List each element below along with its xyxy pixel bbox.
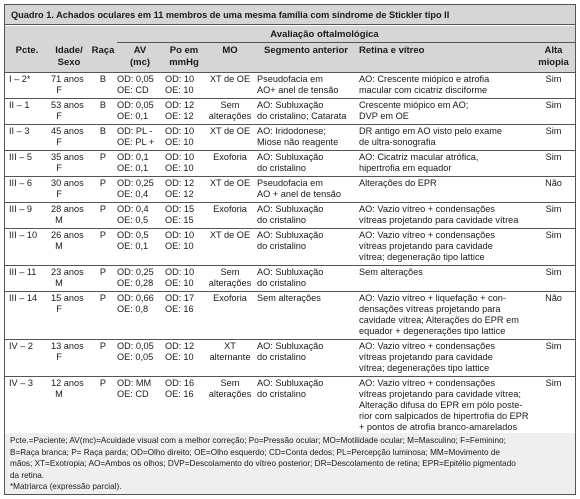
cell-retina: AO: Crescente miópico e atrofia xyxy=(359,74,490,84)
cell-retina: rior com salpicados de hipertrofia do EPR xyxy=(359,411,529,421)
cell-av: OE: 0,8 xyxy=(117,304,149,314)
cell-retina: AO: Vazio vítreo + liquefação + con- xyxy=(359,293,506,303)
cell-av: OD: 0,05 xyxy=(117,341,154,351)
header-segmento: Segmento anterior xyxy=(264,45,348,56)
cell-idade: 23 anos xyxy=(51,267,84,277)
header-mo: MO xyxy=(222,45,238,56)
cell-mo: Sem xyxy=(220,378,240,388)
cell-idade: 30 anos xyxy=(51,178,84,188)
table-row xyxy=(5,229,575,266)
cell-alta-miopia: Sim xyxy=(545,267,562,277)
cell-segmento: Miose não reagente xyxy=(257,137,339,147)
cell-mo: XT de OE xyxy=(209,126,251,136)
cell-retina: de ultra-sonografia xyxy=(359,137,436,147)
cell-segmento: AO+ anel de tensão xyxy=(257,85,339,95)
cell-av: OD: 0,25 xyxy=(117,178,154,188)
cell-retina: AO: Cicatriz macular atrófica, xyxy=(359,152,479,162)
cell-po: OE: 16 xyxy=(165,389,194,399)
cell-raca: P xyxy=(99,293,107,303)
cell-segmento: do cristalino; Catarata xyxy=(257,111,347,121)
footnote-line: mãos; XT=Exotropia; AO=Ambos os olhos; DVP=Descolamento do vítreo posterior; DR=Descolamento de retina; EPR=Epitélio pigmentado xyxy=(10,459,516,468)
cell-alta-miopia: Sim xyxy=(545,230,562,240)
cell-mo: Exoforia xyxy=(213,293,247,303)
cell-mo: XT xyxy=(224,341,236,351)
table-title: Quadro 1. Achados oculares em 11 membros de uma mesma família com síndrome de Stickler tipo II xyxy=(5,5,575,25)
cell-po: OD: 16 xyxy=(165,378,195,388)
cell-retina: vítrea; degenerações tipo lattice xyxy=(359,363,490,373)
table-row xyxy=(5,99,575,125)
cell-po: OD: 15 xyxy=(165,204,195,214)
cell-mo: Sem xyxy=(220,267,240,277)
cell-pcte: III – 6 xyxy=(9,178,32,188)
cell-segmento: AO: Subluxação xyxy=(257,152,324,162)
cell-pcte: III – 5 xyxy=(9,152,32,162)
cell-retina: AO: Vazio vítreo + condensações xyxy=(359,378,495,388)
cell-segmento: AO + anel de tensão xyxy=(257,189,342,199)
table-row xyxy=(5,151,575,177)
cell-segmento: Pseudofacia em xyxy=(257,178,323,188)
cell-idade: 71 anos xyxy=(51,74,84,84)
cell-idade: 45 anos xyxy=(51,126,84,136)
cell-av: OE: 0,4 xyxy=(117,189,149,199)
table-row xyxy=(5,125,575,151)
cell-sexo: F xyxy=(56,111,62,121)
table-header xyxy=(5,26,575,73)
cell-alta-miopia: Não xyxy=(545,178,562,188)
cell-av: OD: 0,25 xyxy=(117,267,154,277)
footnote xyxy=(5,433,575,494)
cell-av: OD: 0,1 xyxy=(117,152,149,162)
cell-raca: P xyxy=(99,267,107,277)
cell-segmento: do cristalino xyxy=(257,241,307,251)
cell-alta-miopia: Sim xyxy=(545,74,562,84)
cell-sexo: M xyxy=(55,215,63,225)
cell-idade: 35 anos xyxy=(51,152,84,162)
cell-retina: hipertrofia em equador xyxy=(359,163,452,173)
header-po-unit: mmHg xyxy=(169,57,199,68)
cell-idade: 15 anos xyxy=(51,293,84,303)
cell-raca: P xyxy=(99,178,107,188)
cell-mo: XT de OE xyxy=(209,230,251,240)
cell-alta-miopia: Sim xyxy=(545,152,562,162)
cell-pcte: IV – 2 xyxy=(9,341,34,351)
cell-po: OE: 12 xyxy=(165,111,194,121)
cell-alta-miopia: Sim xyxy=(545,378,562,388)
cell-segmento: AO: Subluxação xyxy=(257,378,324,388)
cell-sexo: F xyxy=(56,189,62,199)
cell-segmento: AO: Iridodonese; xyxy=(257,126,326,136)
header-pcte: Pcte. xyxy=(15,45,39,56)
table-row xyxy=(5,377,575,436)
header-idade: Idade/ xyxy=(55,45,83,56)
footnote-line: Pcte.=Paciente; AV(mc)=Acuidade visual com a melhor correção; Po=Pressão ocular; MO=Motilidade ocular; M=Masculino; F=Feminino; xyxy=(10,436,506,445)
cell-po: OE: 10 xyxy=(165,352,194,362)
cell-segmento: AO: Subluxação xyxy=(257,100,324,110)
table-row xyxy=(5,177,575,203)
cell-segmento: do cristalino xyxy=(257,215,307,225)
cell-retina: DR antigo em AO visto pelo exame xyxy=(359,126,502,136)
cell-mo: alterações xyxy=(208,111,252,121)
cell-av: OE: 0,28 xyxy=(117,278,154,288)
cell-po: OD: 10 xyxy=(165,74,195,84)
header-raca: Raça xyxy=(91,45,115,56)
cell-po: OE: 10 xyxy=(165,85,194,95)
footnote-line: *Matriarca (expressão parcial). xyxy=(10,482,122,491)
cell-raca: B xyxy=(99,74,107,84)
cell-retina: vítreas projetando para cavidade vítrea; xyxy=(359,389,521,399)
header-po: Po em xyxy=(169,45,199,56)
cell-alta-miopia: Sim xyxy=(545,100,562,110)
cell-retina: vítreas projetando para cavidade xyxy=(359,352,493,362)
cell-av: OD: MM xyxy=(117,378,152,388)
footnote-line: da retina. xyxy=(10,470,45,480)
table-row xyxy=(5,266,575,292)
cell-segmento: AO: Subluxação xyxy=(257,267,324,277)
table-row xyxy=(5,340,575,377)
header-group: Avaliação oftalmológica xyxy=(270,29,379,40)
cell-segmento: do cristalino xyxy=(257,163,307,173)
header-retina: Retina e vítreo xyxy=(359,45,425,56)
cell-segmento: Pseudofacia em xyxy=(257,74,323,84)
header-sexo: Sexo xyxy=(57,57,81,68)
cell-av: OE: 0,1 xyxy=(117,111,149,121)
cell-idade: 13 anos xyxy=(51,341,84,351)
cell-po: OD: 10 xyxy=(165,152,195,162)
cell-retina: Alterações do EPR xyxy=(359,178,437,188)
table-row xyxy=(5,203,575,229)
cell-segmento: do cristalino xyxy=(257,389,307,399)
cell-po: OE: 10 xyxy=(165,163,194,173)
cell-retina: DVP em OE xyxy=(359,111,409,121)
cell-raca: P xyxy=(99,378,107,388)
cell-retina: equador + degenerações tipo lattice xyxy=(359,326,506,336)
cell-retina: Crescente miópico em AO; xyxy=(359,100,469,110)
cell-po: OE: 10 xyxy=(165,278,194,288)
cell-av: OE: 0,1 xyxy=(117,163,149,173)
cell-sexo: M xyxy=(55,241,63,251)
cell-sexo: F xyxy=(56,304,62,314)
cell-po: OD: 12 xyxy=(165,100,195,110)
cell-retina: Sem alterações xyxy=(359,267,423,277)
cell-segmento: Sem alterações xyxy=(257,293,321,303)
cell-retina: AO: Vazio vítreo + condensações xyxy=(359,341,495,351)
cell-retina: cavidade vítrea; Alterações do EPR em xyxy=(359,315,519,325)
cell-po: OD: 10 xyxy=(165,126,195,136)
table-row xyxy=(5,292,575,340)
cell-av: OD: 0,66 xyxy=(117,293,154,303)
cell-sexo: F xyxy=(56,85,62,95)
cell-raca: P xyxy=(99,204,107,214)
cell-pcte: III – 9 xyxy=(9,204,32,214)
cell-raca: B xyxy=(99,100,107,110)
cell-av: OE: PL + xyxy=(117,137,155,147)
cell-mo: XT de OE xyxy=(209,74,251,84)
cell-raca: P xyxy=(99,341,107,351)
cell-pcte: II – 3 xyxy=(9,126,30,136)
cell-idade: 28 anos xyxy=(51,204,84,214)
cell-mo: XT de OE xyxy=(209,178,251,188)
cell-raca: P xyxy=(99,152,107,162)
table-row xyxy=(5,73,575,99)
cell-segmento: AO: Subluxação xyxy=(257,341,324,351)
cell-pcte: IV – 3 xyxy=(9,378,34,388)
cell-sexo: F xyxy=(56,137,62,147)
cell-raca: P xyxy=(99,230,107,240)
cell-pcte: III – 11 xyxy=(9,267,37,277)
cell-sexo: F xyxy=(56,163,62,173)
cell-av: OD: 0,05 xyxy=(117,74,154,84)
cell-mo: alternante xyxy=(209,352,251,362)
header-av-unit: (mc) xyxy=(129,57,151,68)
cell-av: OE: 0,5 xyxy=(117,215,149,225)
cell-po: OE: 10 xyxy=(165,241,194,251)
cell-mo: alterações xyxy=(208,389,252,399)
cell-sexo: F xyxy=(56,352,62,362)
cell-idade: 12 anos xyxy=(51,378,84,388)
cell-po: OD: 17 xyxy=(165,293,195,303)
cell-retina: + pontos de atrofia branco-amarelados xyxy=(359,422,518,432)
cell-av: OE: 0,05 xyxy=(117,352,154,362)
cell-idade: 53 anos xyxy=(51,100,84,110)
cell-av: OD: 0,4 xyxy=(117,204,149,214)
cell-av: OD: 0,5 xyxy=(117,230,149,240)
cell-idade: 26 anos xyxy=(51,230,84,240)
cell-pcte: II – 1 xyxy=(9,100,30,110)
cell-av: OD: PL - xyxy=(117,126,153,136)
cell-po: OD: 10 xyxy=(165,267,195,277)
cell-mo: alterações xyxy=(208,278,252,288)
cell-mo: Exoforia xyxy=(213,204,247,214)
cell-alta-miopia: Sim xyxy=(545,204,562,214)
cell-pcte: III – 14 xyxy=(9,293,38,303)
cell-mo: Exoforia xyxy=(213,152,247,162)
table-frame xyxy=(4,4,576,495)
header-miopia: miopia xyxy=(538,57,569,68)
cell-retina: vítreas projetando para cavidade xyxy=(359,241,493,251)
cell-pcte: I – 2* xyxy=(9,74,31,84)
cell-av: OE: CD xyxy=(117,85,149,95)
cell-segmento: do cristalino xyxy=(257,352,307,362)
cell-raca: B xyxy=(99,126,107,136)
cell-po: OE: 16 xyxy=(165,304,194,314)
cell-segmento: AO: Subluxação xyxy=(257,230,324,240)
cell-po: OE: 15 xyxy=(165,215,194,225)
cell-pcte: III – 10 xyxy=(9,230,38,240)
cell-segmento: do cristalino xyxy=(257,278,307,288)
cell-av: OE: 0,1 xyxy=(117,241,149,251)
cell-sexo: M xyxy=(55,278,63,288)
cell-po: OE: 12 xyxy=(165,189,194,199)
cell-segmento: AO: Subluxação xyxy=(257,204,324,214)
cell-retina: AO: Vazio vítreo + condensações xyxy=(359,230,495,240)
cell-retina: vítreas projetando para cavidade vítrea xyxy=(359,215,519,225)
header-divider xyxy=(117,42,575,43)
cell-retina: densações vítreas projetando para xyxy=(359,304,501,314)
footnote-line: B=Raça branca; P= Raça parda; OD=Olho direito; OE=Olho esquerdo; CD=Conta dedos; PL=Percepção luminosa; MM=Movimento de xyxy=(10,447,500,457)
cell-av: OD: 0,05 xyxy=(117,100,154,110)
cell-po: OE: 10 xyxy=(165,137,194,147)
cell-av: OE: CD xyxy=(117,389,149,399)
cell-alta-miopia: Não xyxy=(545,293,562,303)
cell-po: OD: 12 xyxy=(165,178,195,188)
cell-retina: macular com cicatriz disciforme xyxy=(359,85,488,95)
cell-alta-miopia: Sim xyxy=(545,341,562,351)
cell-po: OD: 12 xyxy=(165,341,195,351)
cell-sexo: M xyxy=(55,389,63,399)
cell-retina: vítrea; degeneração tipo lattice xyxy=(359,252,485,262)
header-av: AV xyxy=(133,45,147,56)
cell-po: OD: 10 xyxy=(165,230,195,240)
header-alta: Alta xyxy=(544,45,563,56)
cell-retina: AO: Vazio vítreo + condensações xyxy=(359,204,495,214)
cell-retina: Alteração difusa do EPR em pólo poste- xyxy=(359,400,523,410)
cell-alta-miopia: Sim xyxy=(545,126,562,136)
cell-mo: Sem xyxy=(220,100,240,110)
